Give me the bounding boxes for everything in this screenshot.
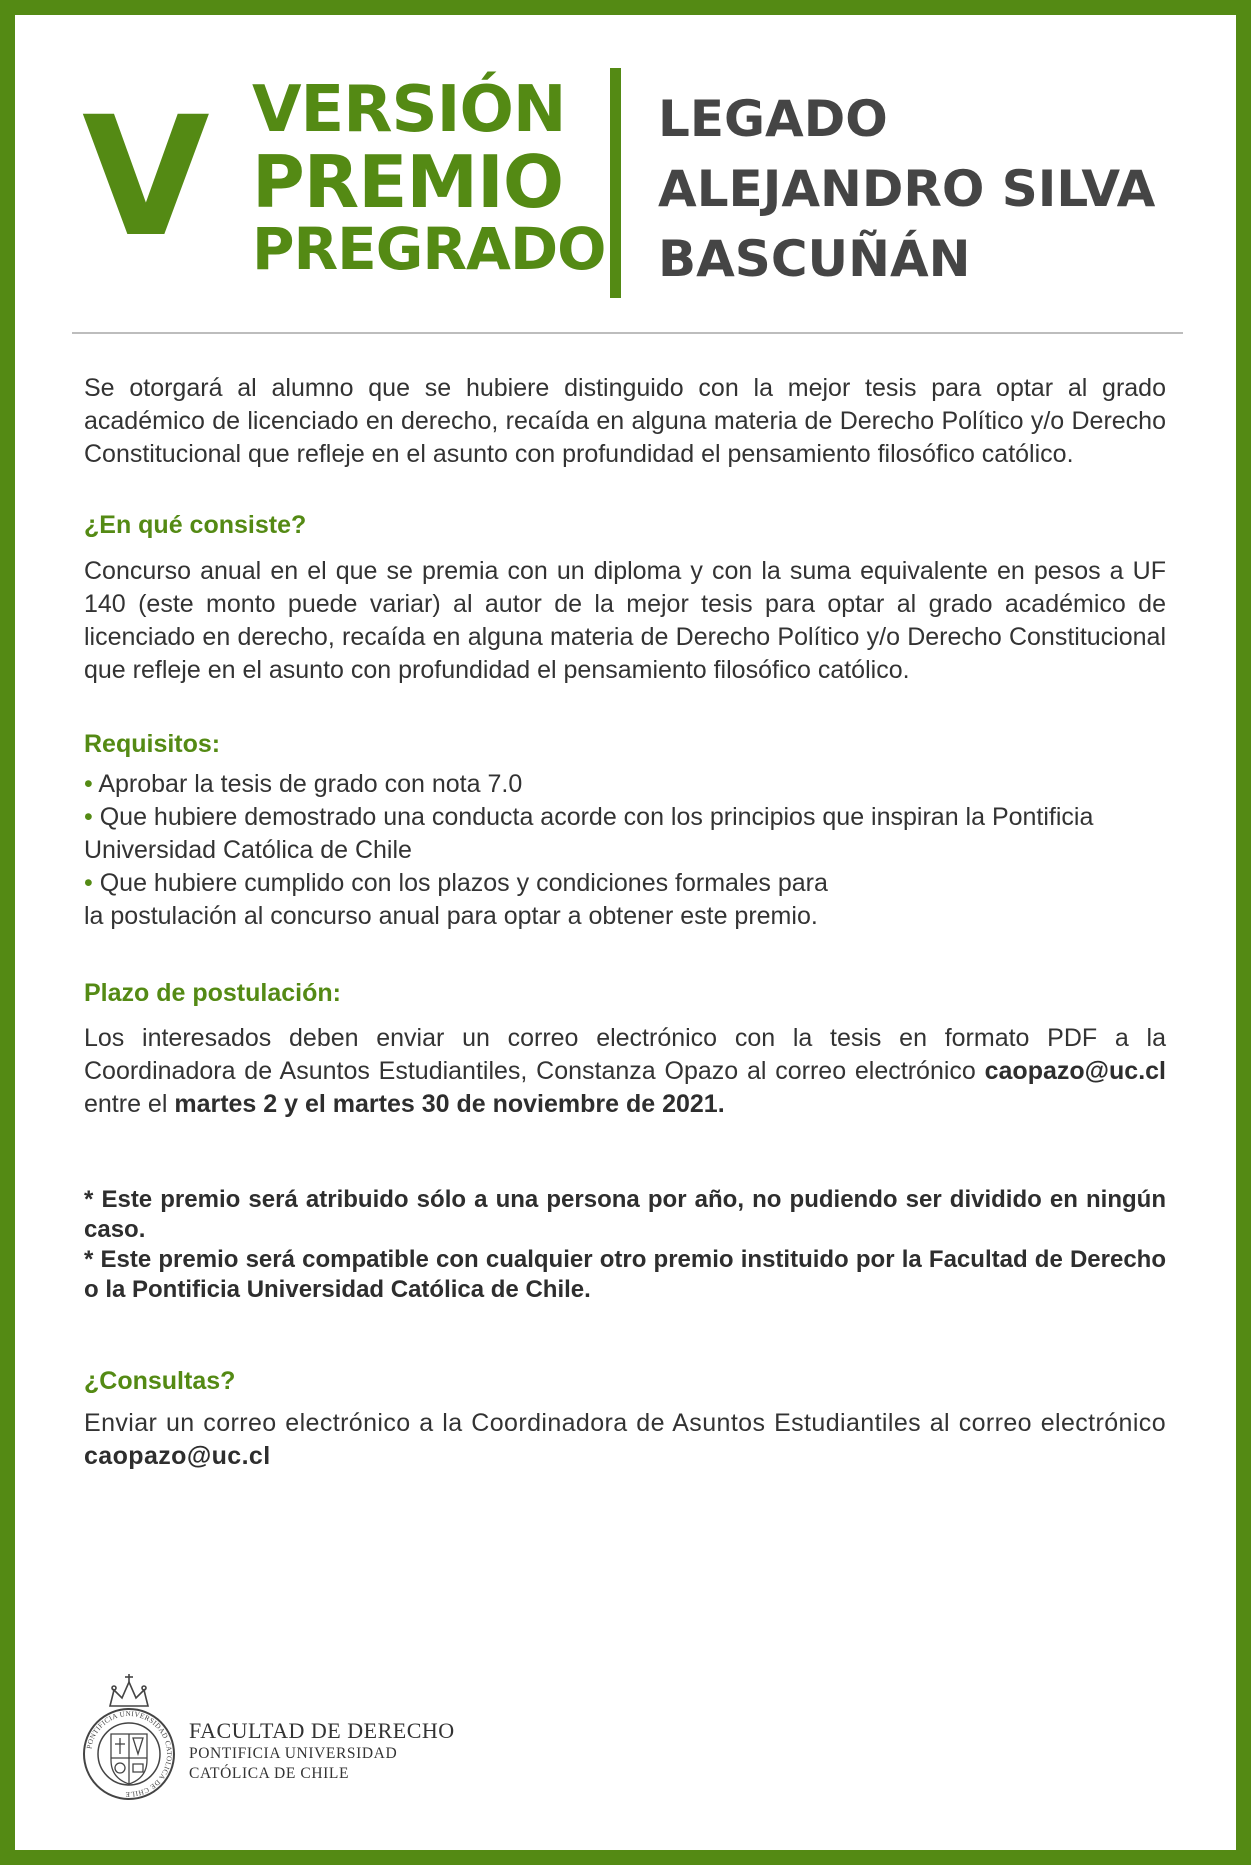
consultas-paragraph xyxy=(84,1407,1166,1473)
legado-line-3: BASCUÑÁN xyxy=(658,230,971,288)
legado-title xyxy=(658,84,1155,294)
note-1: * Este premio será atribuido sólo a una persona por año, no pudiendo ser dividido en ningún caso. xyxy=(84,1186,1166,1243)
heading-consultas: ¿Consultas? xyxy=(84,1367,236,1395)
list-item-text: Que hubiere cumplido con los plazos y condiciones formales para xyxy=(99,869,828,897)
consiste-paragraph: Concurso anual en el que se premia con un diploma y con la suma equivalente en pesos a UF 140 (este monto puede variar) al autor de la mejor tesis para optar al grado académico de licenciado en derecho, recaída en alguna materia de Derecho Político y/o Derecho Constitucional que refleje en el asunto con profundidad el pensamiento filosófico católico. xyxy=(84,557,1166,684)
notes-block xyxy=(84,1185,1166,1305)
list-item-text: Que hubiere demostrado una conducta acorde con los principios que inspiran la Pontificia Universidad Católica de Chile xyxy=(84,803,1094,864)
consultas-email-link[interactable]: caopazo@uc.cl xyxy=(84,1442,271,1470)
version-title xyxy=(252,73,606,283)
plazo-dates: martes 2 y el martes 30 de noviembre de 2021. xyxy=(174,1090,725,1118)
faculty-name: FACULTAD DE DERECHO xyxy=(189,1718,455,1743)
list-item-text: Aprobar la tesis de grado con nota 7.0 xyxy=(98,770,523,798)
consultas-text: Enviar un correo electrónico a la Coordinadora de Asuntos Estudiantiles al correo electrónico xyxy=(84,1409,1166,1437)
main-content xyxy=(84,372,1166,1473)
list-item xyxy=(84,768,1166,801)
university-seal-icon xyxy=(80,1668,178,1801)
plazo-email-link[interactable]: caopazo@uc.cl xyxy=(984,1057,1166,1085)
plazo-paragraph xyxy=(84,1022,1166,1121)
version-line-1: VERSIÓN xyxy=(252,73,566,147)
version-line-2: PREMIO xyxy=(252,140,564,224)
heading-requisitos: Requisitos: xyxy=(84,730,221,758)
faculty-signature xyxy=(189,1718,455,1784)
legado-line-2: ALEJANDRO SILVA xyxy=(658,160,1156,218)
heading-consiste: ¿En qué consiste? xyxy=(84,511,307,539)
legado-line-1: LEGADO xyxy=(658,90,888,148)
university-line-1: PONTIFICIA UNIVERSIDAD xyxy=(189,1745,398,1762)
list-item-continuation: la postulación al concurso anual para optar a obtener este premio. xyxy=(84,902,818,930)
bullet-icon: • xyxy=(84,803,93,831)
bullet-icon: • xyxy=(84,770,93,798)
bullet-icon: • xyxy=(84,869,93,897)
note-2: * Este premio será compatible con cualquier otro premio instituido por la Facultad de Derecho o la Pontificia Universidad Católica de Chile. xyxy=(84,1246,1166,1303)
header-divider-bar xyxy=(610,68,621,298)
version-line-3: PREGRADO xyxy=(252,215,606,283)
intro-paragraph: Se otorgará al alumno que se hubiere distinguido con la mejor tesis para optar al grado académico de licenciado en derecho, recaída en alguna materia de Derecho Político y/o Derecho Constitucional que refleje en el asunto con profundidad el pensamiento filosófico católico. xyxy=(84,374,1166,468)
university-line-2: CATÓLICA DE CHILE xyxy=(189,1765,350,1782)
requisitos-list xyxy=(84,768,1166,933)
roman-numeral: V xyxy=(82,81,206,273)
list-item xyxy=(84,867,1166,900)
plazo-text-a: Los interesados deben enviar un correo electrónico con la tesis en formato PDF a la Coordinadora de Asuntos Estudiantiles, Constanza Opazo al correo electrónico xyxy=(84,1024,1166,1085)
seal-text: PONTIFICIA UNIVERSIDAD CATOLICA DE CHILE xyxy=(85,1709,174,1799)
heading-plazo: Plazo de postulación: xyxy=(84,979,341,1007)
header-rule xyxy=(72,332,1183,334)
list-item xyxy=(84,801,1166,867)
plazo-text-b: entre el xyxy=(84,1090,175,1118)
